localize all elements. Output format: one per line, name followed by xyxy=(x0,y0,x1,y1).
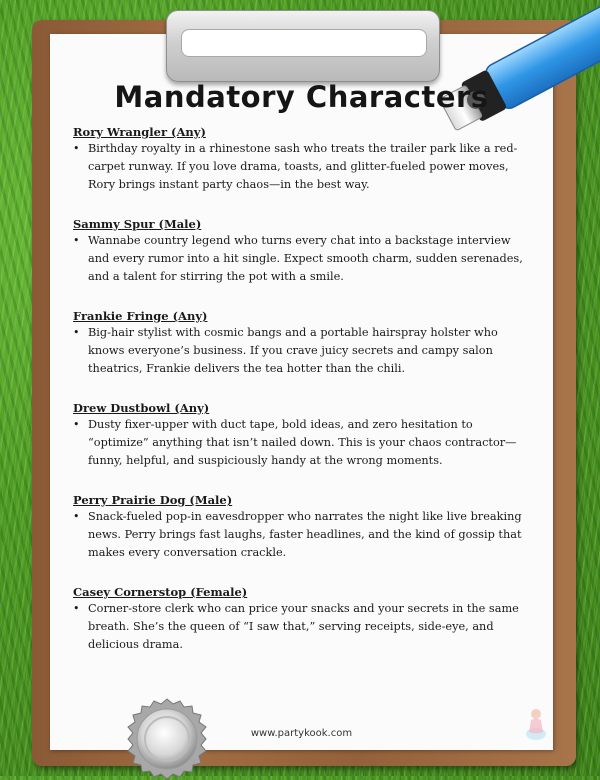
character-list xyxy=(73,124,533,676)
character-description: • Dusty fixer-upper with duct tape, bold ideas, and zero hesitation to “optimize” anything that isn’t nailed down. This is your chaos contractor—funny, helpful, and suspiciously handy at the wrong moments. xyxy=(73,418,517,467)
bullet-icon: • xyxy=(73,326,80,339)
character-entry xyxy=(73,400,533,470)
bullet-icon: • xyxy=(73,142,80,155)
character-name: Sammy Spur (Male) xyxy=(73,217,202,231)
bullet-icon: • xyxy=(73,510,80,523)
character-description: • Corner-store clerk who can price your snacks and your secrets in the same breath. She’s the queen of “I saw that,” serving receipts, side-eye, and delicious drama. xyxy=(73,602,519,651)
clip-slot xyxy=(181,29,427,57)
bottle-cap-icon xyxy=(126,698,208,780)
bullet-icon: • xyxy=(73,602,80,615)
character-name: Rory Wrangler (Any) xyxy=(73,125,206,139)
character-name: Casey Cornerstop (Female) xyxy=(73,585,248,599)
character-entry xyxy=(73,216,533,286)
party-sticker-icon xyxy=(522,700,552,742)
clipboard-clip xyxy=(166,10,440,82)
character-name: Drew Dustbowl (Any) xyxy=(73,401,210,415)
character-name: Perry Prairie Dog (Male) xyxy=(73,493,233,507)
character-entry xyxy=(73,584,533,654)
footer-url: www.partykook.com xyxy=(250,728,353,739)
character-name: Frankie Fringe (Any) xyxy=(73,309,208,323)
character-description: • Birthday royalty in a rhinestone sash who treats the trailer park like a red-carpet runway. If you love drama, toasts, and glitter-fueled power moves, Rory brings instant party chaos—in the best way. xyxy=(73,142,518,191)
page-title: Mandatory Characters xyxy=(114,80,489,114)
character-entry xyxy=(73,124,533,194)
character-description: • Snack-fueled pop-in eavesdropper who narrates the night like live breaking news. Perry brings fast laughs, faster headlines, and the kind of gossip that makes every conversation crackle. xyxy=(73,510,522,559)
bullet-icon: • xyxy=(73,234,80,247)
character-entry xyxy=(73,308,533,378)
character-description: • Wannabe country legend who turns every chat into a backstage interview and every rumor into a hit single. Expect smooth charm, sudden serenades, and a talent for stirring the pot with a smile. xyxy=(73,234,523,283)
bullet-icon: • xyxy=(73,418,80,431)
character-entry xyxy=(73,492,533,562)
character-description: • Big-hair stylist with cosmic bangs and a portable hairspray holster who knows everyone’s business. If you crave juicy secrets and campy salon theatrics, Frankie delivers the tea hotter than the chili. xyxy=(73,326,498,375)
